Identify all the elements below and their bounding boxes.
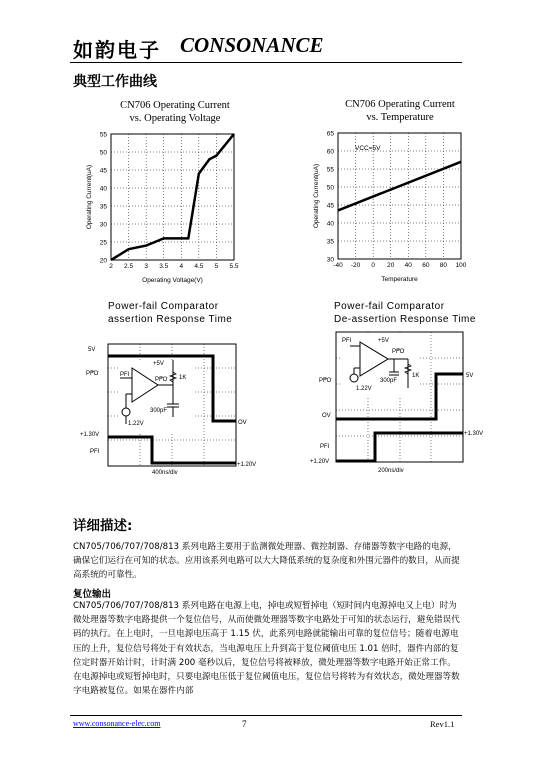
intro-paragraph: CN705/706/707/708/813 系列电路主要用于监测微处理器、微控制器、存储器等数字电路的电源，确保它们运行在可知的状态。应用该系列电路可以大大降低系统的复杂度和外围元器件的数目，从而提高系统的可靠性。 <box>73 542 460 581</box>
pfi-trace <box>336 433 463 461</box>
y-tick-label: 40 <box>99 185 107 193</box>
y-tick-label: 35 <box>99 203 107 211</box>
y-tick-label: 50 <box>326 184 334 192</box>
chart-annotation: VCC=5V <box>355 145 381 152</box>
y-tick-label: 45 <box>326 202 334 210</box>
y-tick-label: 30 <box>99 221 107 229</box>
x-tick-label: -20 <box>350 262 361 269</box>
x-tick-label: 5 <box>214 263 219 270</box>
label-ov: OV <box>322 413 331 419</box>
label-pfo-left: PFO <box>86 371 99 377</box>
chart1-title: CN706 Operating Current <box>120 100 230 111</box>
label-120v: +1.20V <box>310 459 330 465</box>
chart1-title-block <box>100 99 250 125</box>
diagram2-title <box>334 300 476 326</box>
x-tick-label: 3 <box>144 263 148 270</box>
y-tick-label: 50 <box>99 149 107 157</box>
x-tick-label: 40 <box>404 262 412 269</box>
label-pfo-in: PFO <box>392 349 405 355</box>
x-axis-label: Operating Voltage(V) <box>142 277 203 284</box>
y-tick-label: 25 <box>99 239 107 247</box>
label-timebase: 400ns/div <box>152 470 178 476</box>
page-number: 7 <box>242 719 247 729</box>
y-tick-label: 55 <box>326 166 334 174</box>
y-tick-label: 55 <box>99 131 107 139</box>
label-1k: 1K <box>179 375 187 381</box>
revision-label: Rev1.1 <box>430 719 455 729</box>
x-tick-label: -40 <box>333 262 343 269</box>
label-plus5v: +5V <box>378 338 389 344</box>
diagram1-waveform <box>80 332 270 482</box>
diagram1-title-line1: Power-fail Comparator <box>108 301 219 312</box>
label-vref: 1.22V <box>356 386 372 392</box>
x-tick-label: 100 <box>455 262 467 269</box>
y-axis-label: Operating Current(uA) <box>86 164 93 230</box>
y-axis-label: Operating Current(uA) <box>313 163 320 229</box>
y-tick-label: 65 <box>326 130 334 138</box>
label-5v: 5V <box>88 347 96 353</box>
section-title-description: 详细描述: <box>73 518 133 534</box>
label-pfi-bottom: PFI <box>320 444 330 450</box>
y-tick-label: 20 <box>99 257 107 265</box>
diagram2-title-line1: Power-fail Comparator <box>334 301 445 312</box>
brand-chinese: 如韵电子 <box>73 40 161 62</box>
reset-paragraph: CN705/706/707/708/813 系列电路在电源上电，掉电或短暂掉电（短时间内电源掉电又上电）时为微处理器等数字电路提供一个复位信号，从而使微处理器等数字电路处于可知的状态运行，避免错误代码的执行。在上电时，一旦电源电压高于 1.15 伏，此系列电路就能输出可靠的复位信号；随着电源电压的上升，复位信号将处于有效状态，当电源电压上升到高于复位阈值电压 1.01 倍时，器件内部的复位定时器开始计时，计时满 200 毫秒以后，复位信号将被释放，微处理器等数字电路开始正常工作。在电源掉电或短暂掉电时，只要电源电压低于复位阈值电压，复位信号将转为有效状态，微处理器等数字电路被复位。如果在器件内部 <box>73 601 460 697</box>
subsection-title-reset: 复位输出 <box>73 589 112 600</box>
chart-current-vs-temperature <box>305 126 490 283</box>
x-tick-label: 2.5 <box>124 263 134 270</box>
footer-website-link[interactable]: www.consonance-elec.com <box>73 719 161 728</box>
label-pfi-in: PFI <box>120 372 130 378</box>
label-ov: OV <box>238 420 247 426</box>
label-vref: 1.22V <box>128 421 144 427</box>
label-pfo-left: PFO <box>319 378 332 384</box>
section-title-curves: 典型工作曲线 <box>73 74 157 90</box>
chart1-subtitle: vs. Operating Voltage <box>129 113 221 124</box>
label-1k: 1K <box>412 373 420 379</box>
x-tick-label: 3.5 <box>159 263 169 270</box>
label-130v: +1.30V <box>464 431 484 437</box>
label-300pf: 300pF <box>380 378 398 384</box>
x-tick-label: 4 <box>179 263 184 270</box>
label-pfo-in: PFO <box>155 377 168 383</box>
label-plus5v: +5V <box>153 361 164 367</box>
label-pfi-in: PFI <box>342 338 352 344</box>
y-tick-label: 60 <box>326 148 334 156</box>
label-120v: +1.20V <box>237 462 257 468</box>
diagram2-title-line2: De-assertion Response Time <box>334 314 476 325</box>
label-pfi-bottom: PFI <box>90 449 100 455</box>
diagram2-waveform <box>300 330 495 480</box>
footer-divider <box>70 715 462 716</box>
diagram1-title <box>108 300 232 326</box>
x-tick-label: 5.5 <box>229 263 239 270</box>
y-tick-label: 45 <box>99 167 107 175</box>
y-tick-label: 35 <box>326 238 334 246</box>
x-tick-label: 20 <box>387 262 395 269</box>
label-5v: 5V <box>466 373 474 379</box>
chart2-subtitle: vs. Temperature <box>366 112 434 123</box>
series-line <box>111 134 234 260</box>
x-tick-label: 2 <box>109 263 113 270</box>
header-divider <box>70 62 462 63</box>
label-130v: +1.30V <box>80 432 100 438</box>
y-tick-label: 30 <box>326 256 334 264</box>
x-tick-label: 60 <box>422 262 430 269</box>
plot-frame <box>111 134 234 260</box>
chart2-title: CN706 Operating Current <box>345 99 455 110</box>
y-tick-label: 40 <box>326 220 334 228</box>
x-axis-label: Temperature <box>381 276 418 283</box>
label-300pf: 300pF <box>150 408 168 414</box>
x-tick-label: 80 <box>439 262 448 269</box>
brand-english: CONSONANCE <box>180 33 324 57</box>
chart-current-vs-voltage <box>78 126 263 294</box>
diagram1-title-line2: assertion Response Time <box>108 314 233 325</box>
label-timebase: 200ns/div <box>378 468 404 474</box>
chart2-title-block <box>325 98 475 124</box>
x-tick-label: 0 <box>371 262 375 269</box>
x-tick-label: 4.5 <box>194 263 204 270</box>
